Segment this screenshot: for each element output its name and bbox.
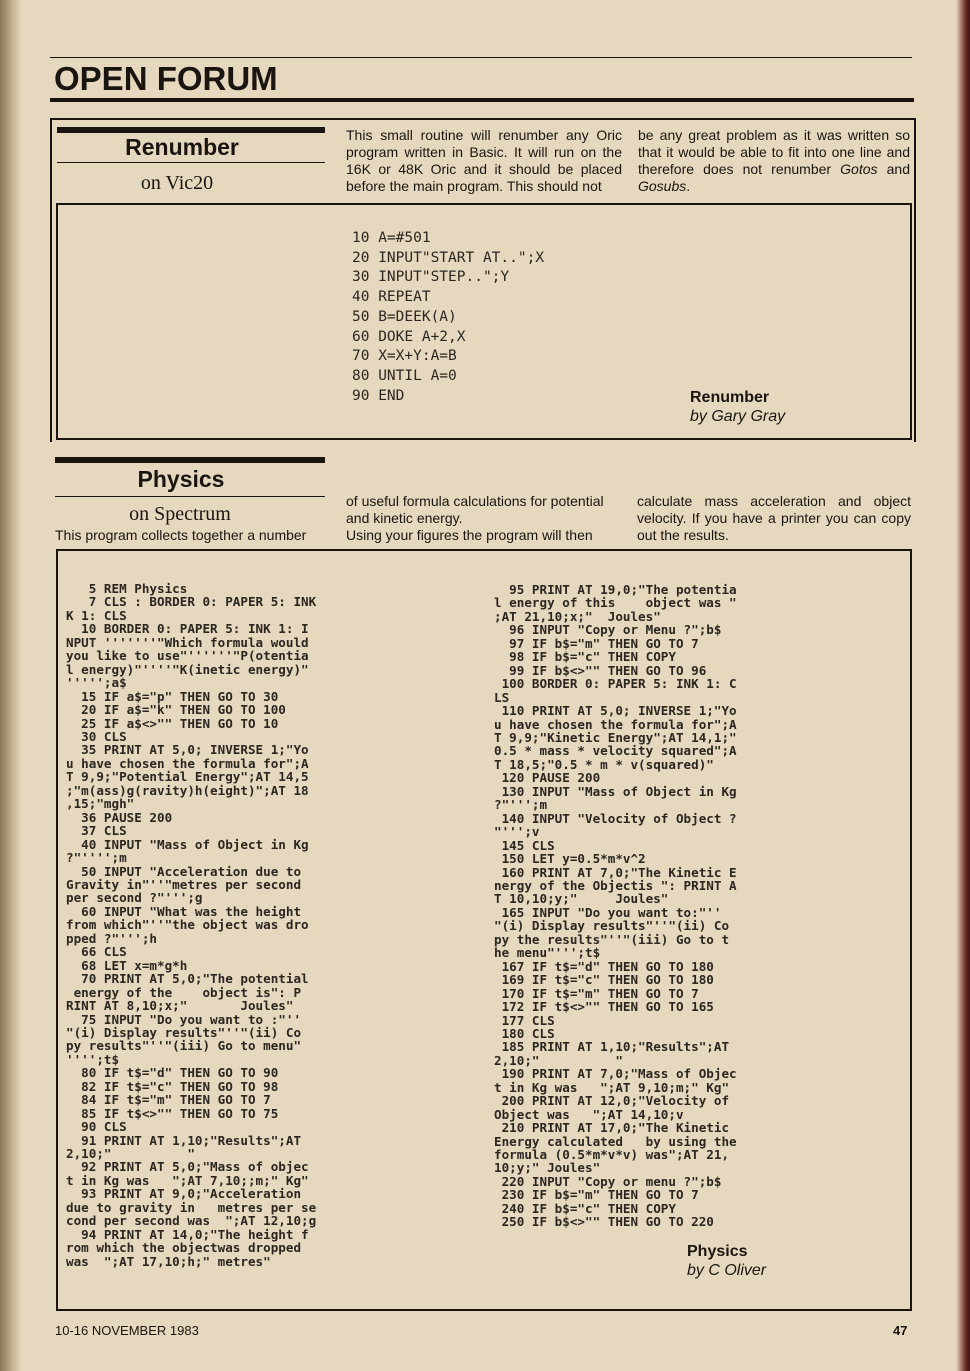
page-number: 47 — [893, 1323, 908, 1338]
physics-credit-author: by C Oliver — [687, 1262, 767, 1279]
physics-heading: Physics — [137, 466, 225, 492]
renumber-intro-col2-text: be any great problem as it was written so that it would be able to fit into one line and therefore does not renumber — [638, 127, 910, 177]
renumber-intro-col2 — [638, 127, 910, 195]
renumber-intro-end: . — [686, 178, 691, 194]
renumber-heading-bar — [57, 127, 325, 133]
issue-date: 10-16 NOVEMBER 1983 — [55, 1323, 199, 1338]
renumber-listing: 10 A=#501 20 INPUT"START AT..";X 30 INPUT"STEP..";Y 40 REPEAT 50 B=DEEK(A) 60 DOKE A+2,X 70 X=X+Y:A=B 80 UNTIL A=0 90 END — [352, 230, 545, 404]
physics-subheading: on Spectrum — [129, 503, 231, 525]
physics-intro-col2: of useful formula calculations for potential and kinetic energy. Using your figures the program will then — [346, 493, 604, 543]
renumber-intro-col1: This small routine will renumber any Oric program written in Basic. It will run on the 16K or 48K Oric and it should be placed before the main program. This should not — [346, 127, 622, 194]
top-rule — [50, 57, 912, 58]
renumber-heading-rule — [57, 162, 325, 163]
renumber-intro-and: and — [877, 161, 910, 177]
page-gutter-shadow — [0, 0, 22, 1371]
physics-credit-title: Physics — [687, 1243, 748, 1260]
renumber-intro-gosubs: Gosubs — [638, 178, 687, 194]
physics-listing-left: 5 REM Physics 7 CLS : BORDER 0: PAPER 5: INK K 1: CLS 10 BORDER 0: PAPER 5: INK 1: I NPUT '''''''"Which formula would you like to use"''''''"P(otentia l energy)"''''"K(inetic energy)" ''''';a$ 15 IF a$="p" THEN GO TO 30 20 IF a$="k" THEN GO TO 100 25 IF a$<>"" THEN GO TO 10 30 CLS 35 PRINT AT 5,0; INVERSE 1;"Yo u have chosen the formula for";A T 9,9;"Potential Energy";AT 14,5 ;"m(ass)g(ravity)h(eight)";AT 18 ,15;"mgh" 36 PAUSE 200 37 CLS 40 INPUT "Mass of Object in Kg ?"'''';m 50 INPUT "Acceleration due to Gravity in"''"metres per second per second ?"''';g 60 INPUT "What was the height from which"''"the object was dro pped ?"''';h 66 CLS 68 LET x=m*g*h 70 PRINT AT 5,0;"The potential energy of the object is": P RINT AT 8,10;x;" Joules" 75 INPUT "Do you want to :"'' "(i) Display results"''"(ii) Co py results"''"(iii) Go to menu" '''';t$ 80 IF t$="d" THEN GO TO 90 82 IF t$="c" THEN GO TO 98 84 IF t$="m" THEN GO TO 7 85 IF t$<>"" THEN GO TO 75 90 CLS 91 PRINT AT 1,10;"Results";AT 2,10;" " 92 PRINT AT 5,0;"Mass of objec t in Kg was ";AT 7,10;;m;" Kg" 93 PRINT AT 9,0;"Acceleration due to gravity in metres per se cond per second was ";AT 12,10;g 94 PRINT AT 14,0;"The height f rom which the objectwas dropped was ";AT 17,10;h;" metres" — [66, 581, 317, 1269]
physics-heading-bar — [55, 457, 325, 463]
section-title: OPEN FORUM — [54, 60, 278, 97]
renumber-subheading: on Vic20 — [140, 172, 214, 194]
page-edge-shadow — [956, 0, 970, 1371]
renumber-heading: Renumber — [125, 134, 239, 160]
physics-listing-right: 95 PRINT AT 19,0;"The potentia l energy of this object was " ;AT 21,10;x;" Joules" 96 INPUT "Copy or Menu ?";b$ 97 IF b$="m" THEN GO TO 7 98 IF b$="c" THEN COPY 99 IF b$<>"" THEN GO TO 96 100 BORDER 0: PAPER 5: INK 1: C LS 110 PRINT AT 5,0; INVERSE 1;"Yo u have chosen the formula for";A T 9,9;"Kinetic Energy";AT 14,1;" 0.5 * mass * velocity squared";A T 18,5;"0.5 * m * v(squared)" 120 PAUSE 200 130 INPUT "Mass of Object in Kg ?"''';m 140 INPUT "Velocity of Object ? "''';v 145 CLS 150 LET y=0.5*m*v^2 160 PRINT AT 7,0;"The Kinetic E nergy of the Objectis ": PRINT A T 10,10;y;" Joules" 165 INPUT "Do you want to:"'' "(i) Display results"''"(ii) Co py the results"''"(iii) Go to t he menu"''';t$ 167 IF t$="d" THEN GO TO 180 169 IF t$="c" THEN GO TO 180 170 IF t$="m" THEN GO TO 7 172 IF t$<>"" THEN GO TO 165 177 CLS 180 CLS 185 PRINT AT 1,10;"Results";AT 2,10;" " 190 PRINT AT 7,0;"Mass of Objec t in Kg was ";AT 9,10;m;" Kg" 200 PRINT AT 12,0;"Velocity of Object was ";AT 14,10;v 210 PRINT AT 17,0;"The Kinetic Energy calculated by using the formula (0.5*m*v*v) was";AT 21, 10;y;" Joules" 220 INPUT "Copy or menu ?";b$ 230 IF b$="m" THEN GO TO 7 240 IF b$="c" THEN COPY 250 IF b$<>"" THEN GO TO 220 — [494, 582, 737, 1230]
physics-intro-col1: This program collects together a number — [55, 527, 307, 543]
physics-heading-rule — [55, 496, 325, 497]
renumber-credit-author: by Gary Gray — [690, 408, 786, 425]
renumber-credit-title: Renumber — [690, 389, 770, 406]
header-rule — [50, 98, 914, 102]
physics-intro-col3: calculate mass acceleration and object velocity. If you have a printer you can copy out the results. — [637, 493, 911, 543]
renumber-intro-gotos: Gotos — [840, 161, 878, 177]
